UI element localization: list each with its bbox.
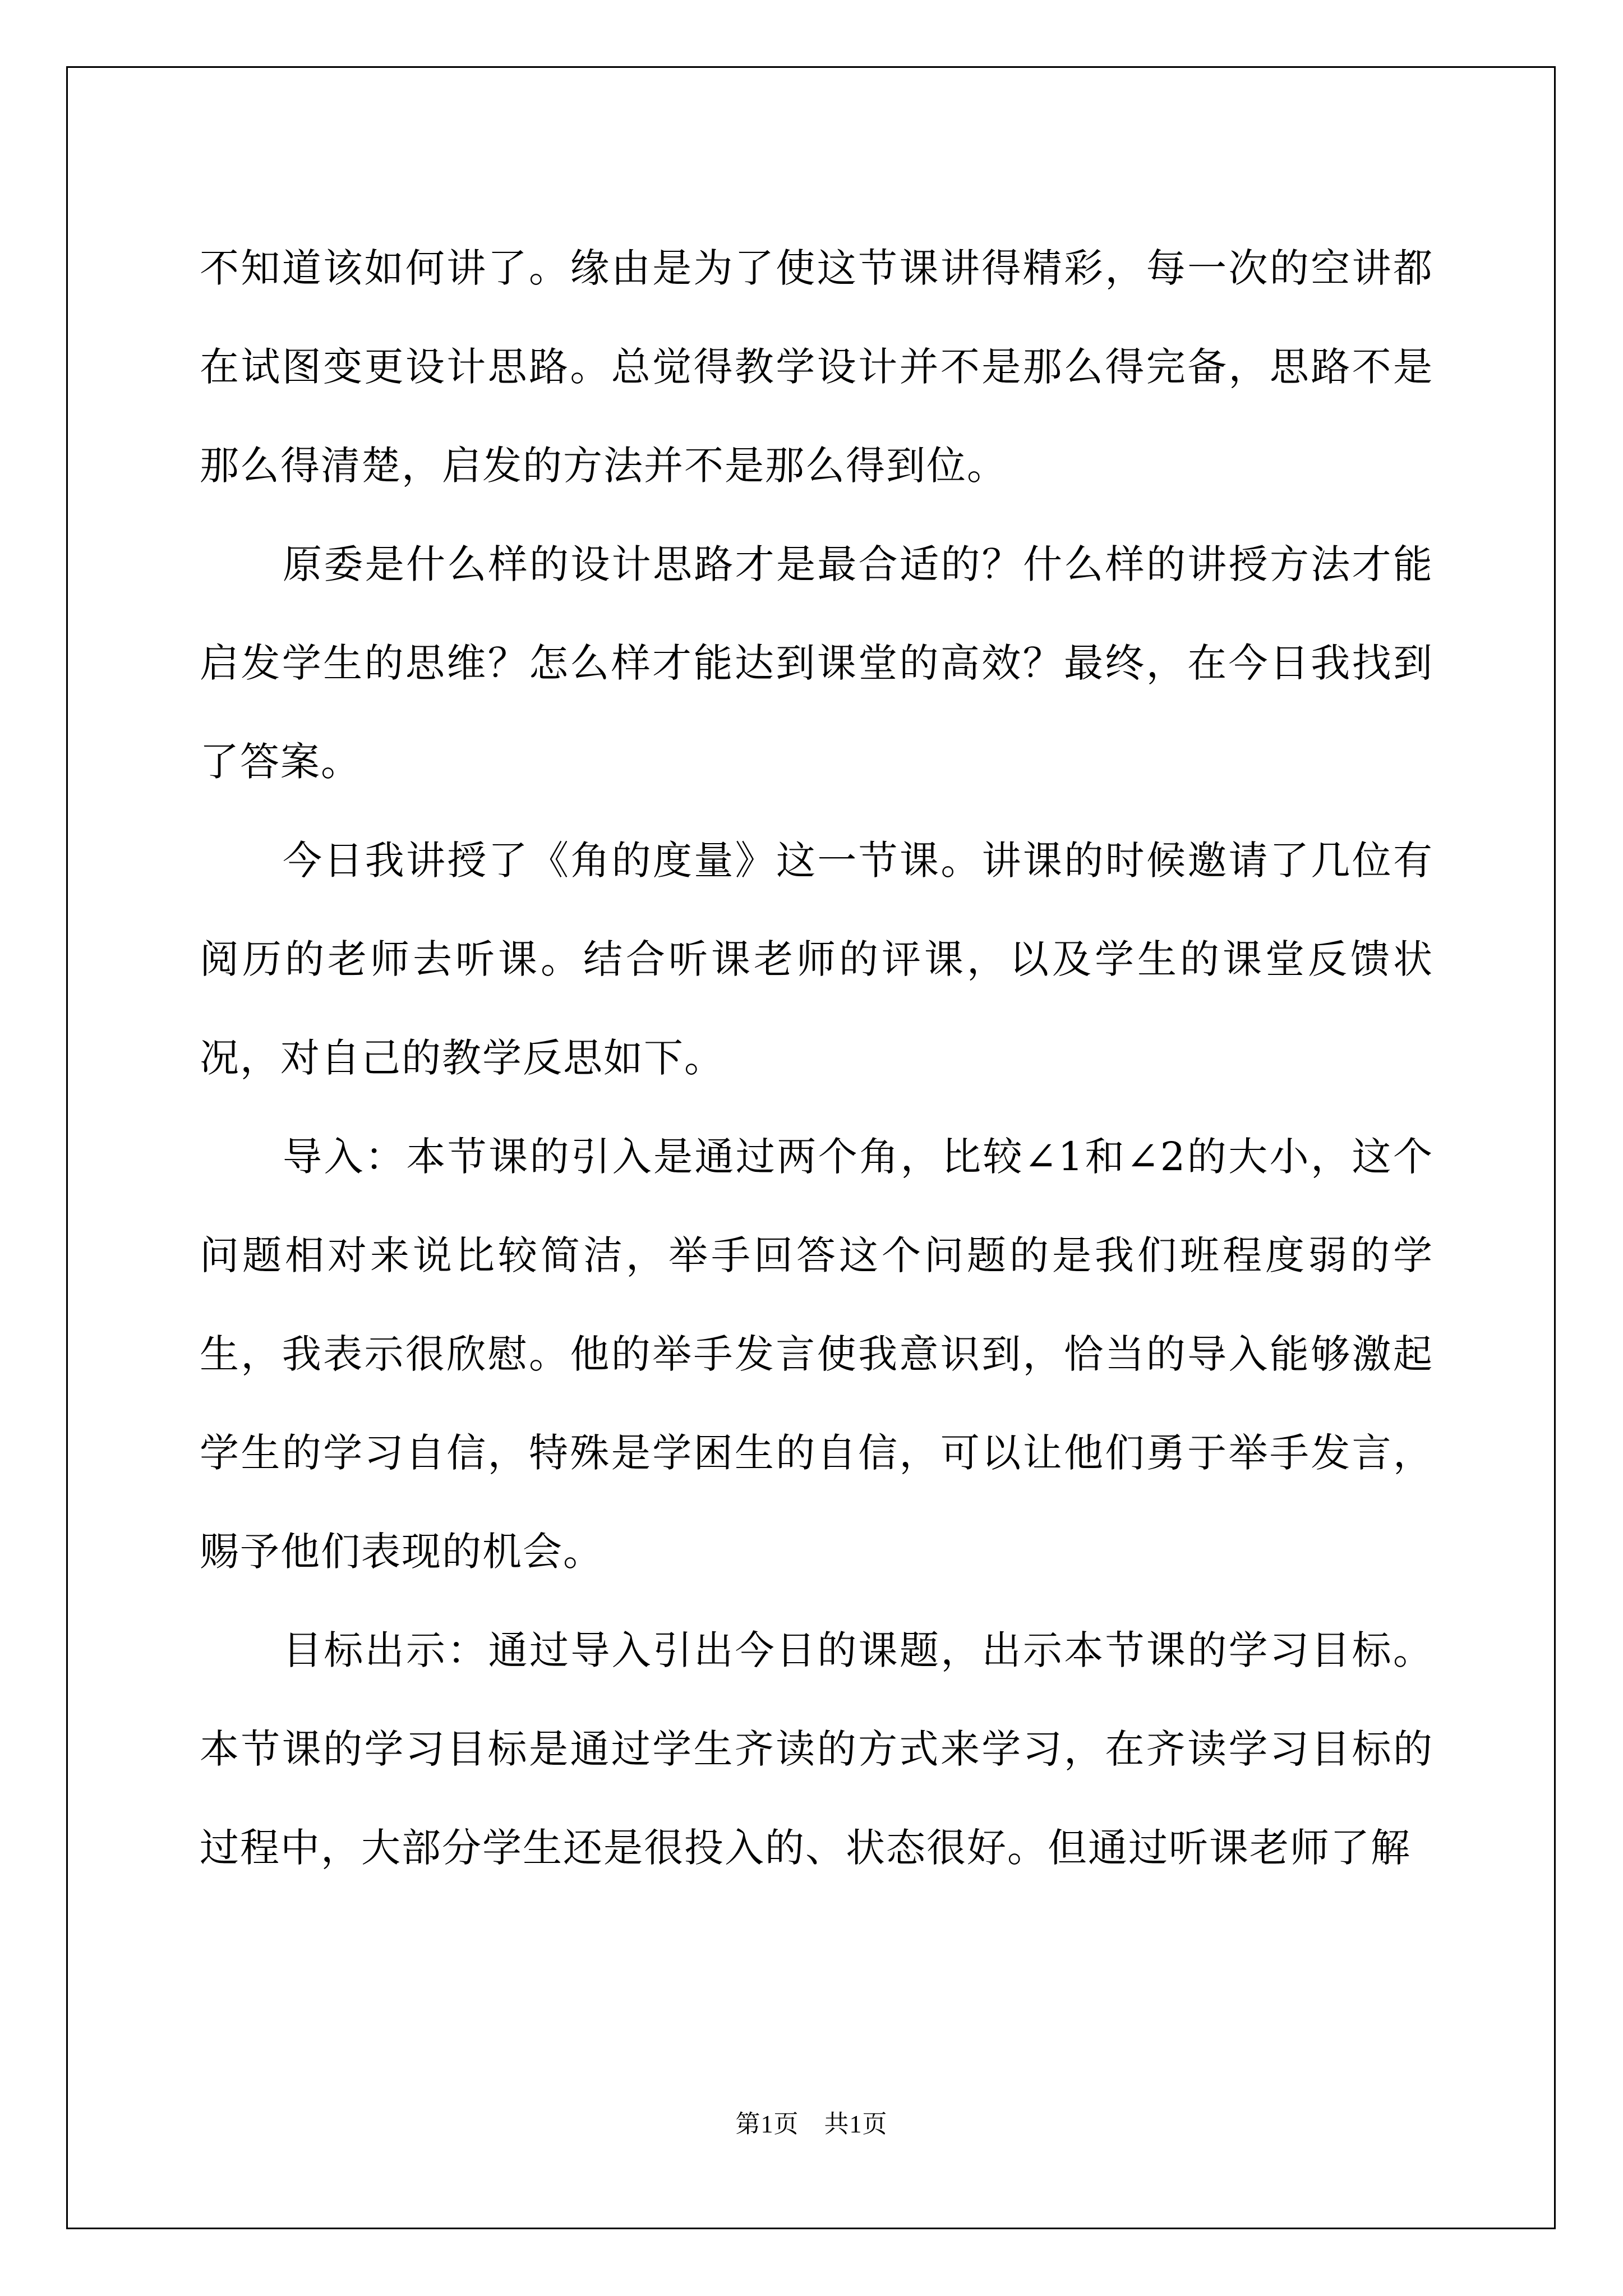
paragraph-5: 目标出示：通过导入引出今日的课题，出示本节课的学习目标。本节课的学习目标是通过学生齐读的方式来学习，在齐读学习目标的过程中，大部分学生还是很投入的、状态很好。但通过听课老师了解	[200, 1627, 1433, 1871]
document-body	[200, 219, 1433, 1897]
paragraph-2: 原委是什么样的设计思路才是最合适的？什么样的讲授方法才能启发学生的思维？怎么样才能达到课堂的高效？最终，在今日我找到了答案。	[200, 541, 1433, 785]
paragraph-1: 不知道该如何讲了。缘由是为了使这节课讲得精彩，每一次的空讲都在试图变更设计思路。总觉得教学设计并不是那么得完备，思路不是那么得清楚，启发的方法并不是那么得到位。	[200, 245, 1433, 489]
page-footer: 第1页 共1页	[735, 2110, 888, 2138]
paragraph-4: 导入：本节课的引入是通过两个角，比较∠1和∠2的大小，这个问题相对来说比较简洁，举手回答这个问题的是我们班程度弱的学生，我表示很欣慰。他的举手发言使我意识到，恰当的导入能够激起学生的学习自信，特殊是学困生的自信，可以让他们勇于举手发言，赐予他们表现的机会。	[200, 1134, 1433, 1575]
paragraph-3: 今日我讲授了《角的度量》这一节课。讲课的时候邀请了几位有阅历的老师去听课。结合听课老师的评课，以及学生的课堂反馈状况，对自己的教学反思如下。	[200, 838, 1433, 1081]
